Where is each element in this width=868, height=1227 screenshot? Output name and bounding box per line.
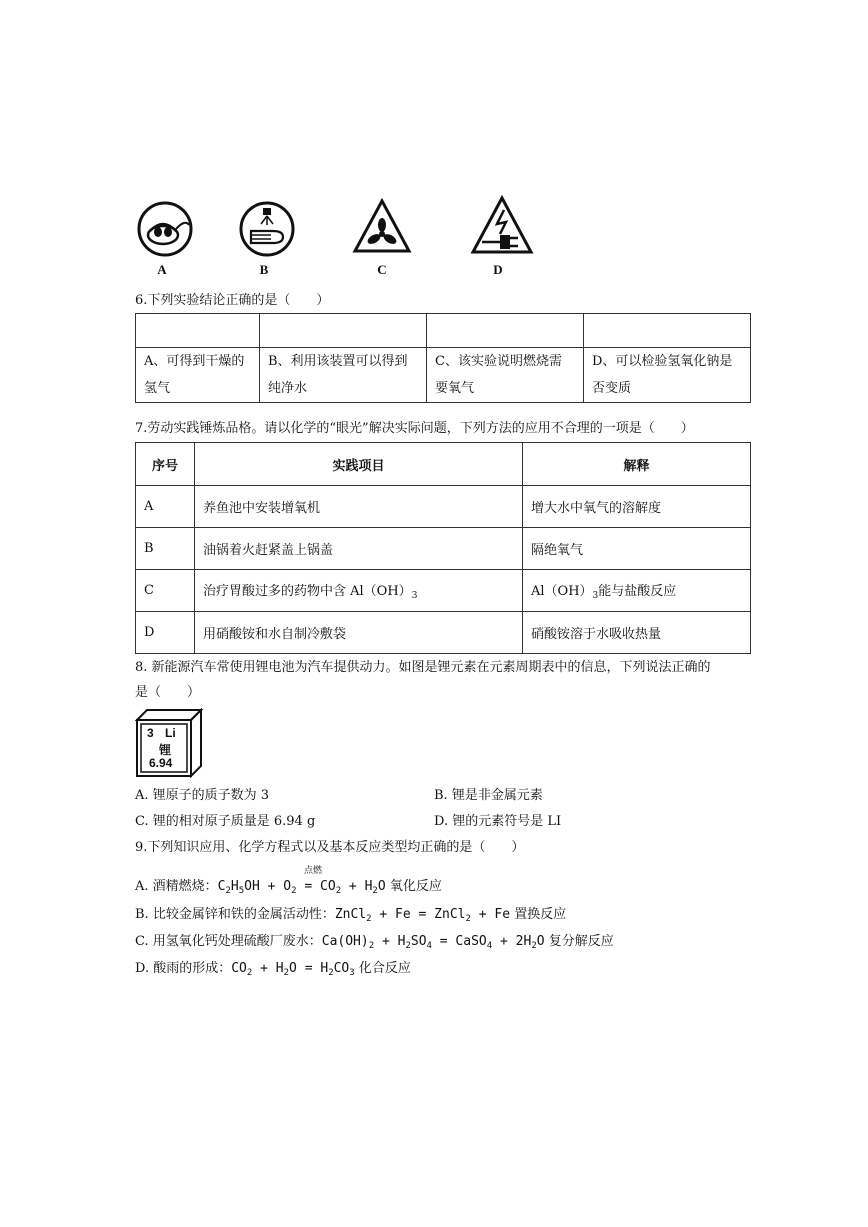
- electric-plug-warning-icon: [470, 195, 530, 255]
- element-symbol: Li: [165, 726, 176, 740]
- q6-figure-a: [136, 314, 260, 348]
- q6-option-b: B、利用该装置可以得到 纯净水: [260, 348, 427, 403]
- q6-stem: 6.下列实验结论正确的是（ ）: [135, 293, 330, 308]
- element-number: 3: [147, 726, 154, 740]
- q6-option-d: D、可以检验氢氧化钠是 否变质: [584, 348, 751, 403]
- q6-figure-c: [427, 314, 584, 348]
- q7-row-c-explain: $Al(OH)_3$能与盐酸反应: [523, 570, 751, 612]
- q7-row-b-item: 油锅着火赶紧盖上锅盖: [195, 528, 523, 570]
- q7-row-d-id: D: [136, 612, 195, 654]
- option-label-a: A: [157, 262, 167, 277]
- table-row: [136, 612, 751, 654]
- q6-option-c: C、该实验说明燃烧需 要氧气: [427, 348, 584, 403]
- q9-option-c: C. 用氢氧化钙处理硫酸厂废水：$Ca(OH)_2 + H_2SO_4$ = CaSO$_4$ + $2H_2O$ 复分解反应: [135, 934, 614, 951]
- q7-header-id: 序号: [136, 443, 195, 486]
- q8-stem-line2: 是（ ）: [135, 685, 201, 700]
- element-mass: 6.94: [149, 756, 173, 770]
- q9-option-a: A. 酒精燃烧：$C_2H_5OH + O_2 = CO_2 + H_2O$ 氧化反应: [135, 879, 442, 896]
- reaction-condition: 点燃: [304, 866, 323, 876]
- q7-row-c-item: 治疗胃酸过多的药物中含 $Al(OH)_3$: [195, 570, 523, 612]
- option-label-d: D: [493, 262, 503, 277]
- q6-figure-b: [260, 314, 427, 348]
- q8-option-d: D. 锂的元素符号是 LI: [434, 814, 562, 829]
- q6-option-a: A、可得到干燥的 氢气: [136, 348, 260, 403]
- option-label-b: B: [259, 262, 269, 277]
- table-row: [136, 570, 751, 612]
- element-card: [135, 708, 203, 776]
- element-name: 锂: [159, 743, 172, 757]
- table-row: [136, 528, 751, 570]
- q7-row-a-id: A: [136, 486, 195, 528]
- q8-option-b: B. 锂是非金属元素: [434, 788, 543, 803]
- q9-option-b: B. 比较金属锌和铁的金属活动性：ZnCl$_2$ + Fe = ZnCl$_2$ + Fe 置换反应: [135, 907, 567, 924]
- fan-warning-icon: [352, 197, 412, 257]
- q6-figure-d: [584, 314, 751, 348]
- q7-header-item: 实践项目: [195, 443, 523, 486]
- q7-row-a-explain: 增大水中氧气的溶解度: [523, 486, 751, 528]
- q7-table: [135, 442, 751, 654]
- q7-row-a-item: 养鱼池中安装增氧机: [195, 486, 523, 528]
- pot-hazard-icon: [135, 199, 195, 259]
- q7-row-d-item: 用硝酸铵和水自制冷敷袋: [195, 612, 523, 654]
- q7-row-c-id: C: [136, 570, 195, 612]
- q8-option-c: C. 锂的相对原子质量是 6.94 g: [135, 814, 316, 829]
- q7-row-b-explain: 隔绝氧气: [523, 528, 751, 570]
- q8-stem-line1: 8. 新能源汽车常使用锂电池为汽车提供动力。如图是锂元素在元素周期表中的信息，下列说法正确的: [135, 660, 711, 675]
- q7-stem: 7.劳动实践锤炼品格。请以化学的“眼光”解决实际问题，下列方法的应用不合理的一项是（ ）: [135, 421, 694, 436]
- hand-wash-icon: [237, 199, 297, 259]
- q7-row-d-explain: 硝酸铵溶于水吸收热量: [523, 612, 751, 654]
- option-label-c: C: [377, 262, 387, 277]
- q7-row-b-id: B: [136, 528, 195, 570]
- table-row: [136, 486, 751, 528]
- q9-option-d: D. 酸雨的形成：$CO_2 + H_2O = H_2CO_3$ 化合反应: [135, 961, 411, 978]
- q9-stem: 9.下列知识应用、化学方程式以及基本反应类型均正确的是（ ）: [135, 840, 525, 855]
- q6-table: [135, 313, 751, 403]
- q8-option-a: A. 锂原子的质子数为 3: [135, 788, 270, 803]
- q7-header-explain: 解释: [523, 443, 751, 486]
